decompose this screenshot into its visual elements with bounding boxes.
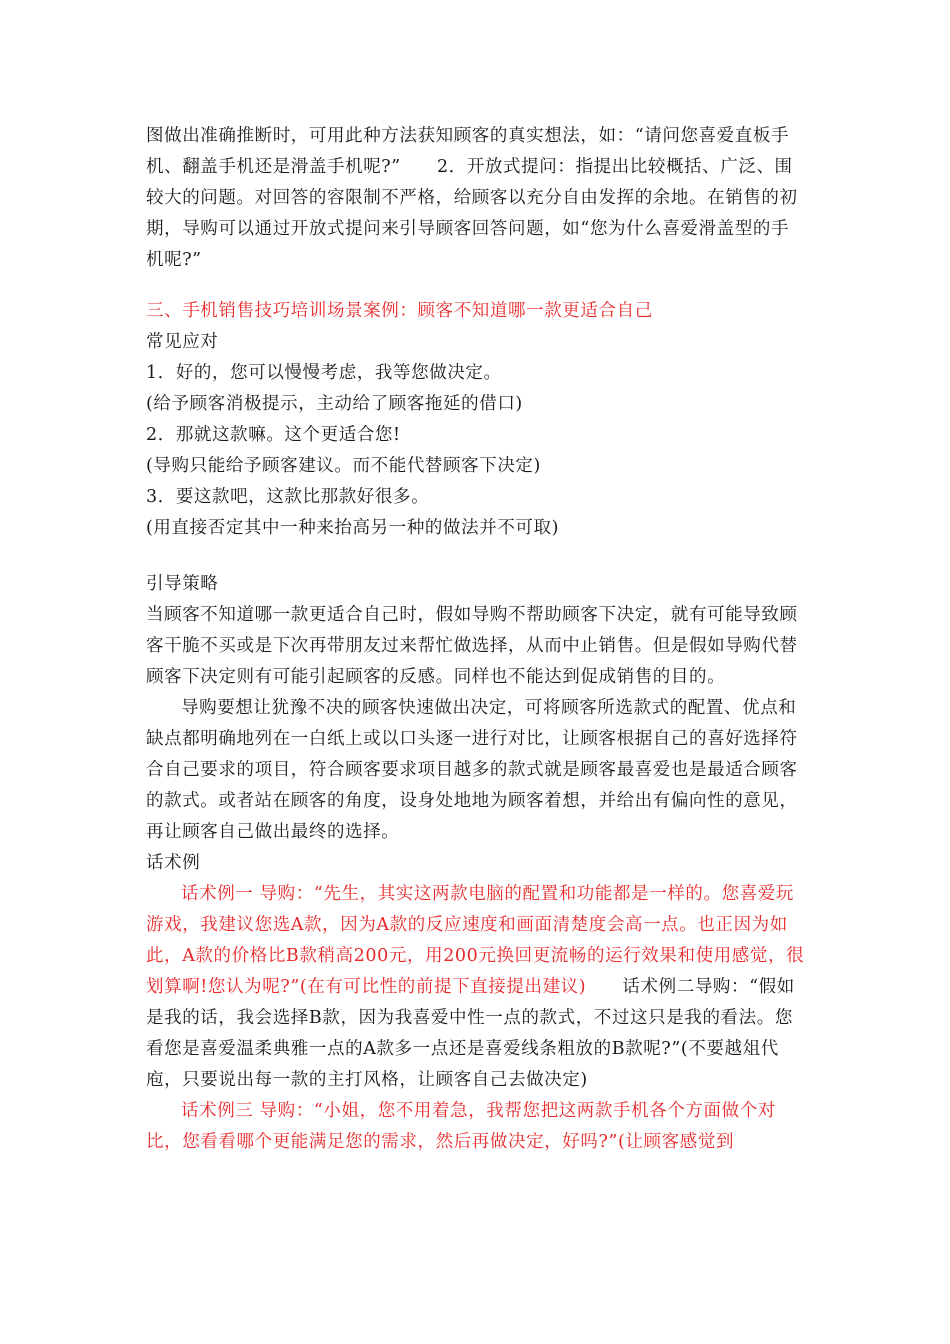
section-heading: 三、手机销售技巧培训场景案例：顾客不知道哪一款更适合自己 — [146, 301, 653, 321]
strategy-title: 引导策略 — [146, 574, 219, 594]
common-responses-title: 常见应对 — [146, 332, 219, 352]
strategy-paragraph-2: 导购要想让犹豫不决的顾客快速做出决定，可将顾客所选款式的配置、优点和缺点都明确地列在一白纸上或以口头逐一进行对比，让顾客根据自己的喜好选择符合自己要求的项目，符合顾客要求项目越多的款式就是顾客最喜爱也是最适合顾客的款式。或者站在顾客的角度，设身处地地为顾客着想，并给出有偏向性的意见，再让顾客自己做出最终的选择。 — [146, 698, 798, 842]
list-item: (导购只能给予顾客建议。而不能代替顾客下决定) — [146, 456, 541, 476]
script-examples-title: 话术例 — [146, 853, 201, 873]
list-item: (用直接否定其中一种来抬高另一种的做法并不可取) — [146, 518, 560, 538]
script-example-3: 话术例三 导购：“小姐，您不用着急，我帮您把这两款手机各个方面做个对比，您看看哪个更能满足您的需求，然后再做决定，好吗?”(让顾客感觉到 — [146, 1101, 776, 1152]
list-item: 2．那就这款嘛。这个更适合您! — [146, 425, 401, 445]
script-example-2: 话术例二导购：“假如是我的话，我会选择B款，因为我喜爱中性一点的款式，不过这只是我的看法。您看您是喜爱温柔典雅一点的A款多一点还是喜爱线条粗放的B款呢?”(不要越俎代庖，只要说出每一款的主打风格，让顾客自己去做决定) — [146, 977, 795, 1090]
strategy-paragraph-1: 当顾客不知道哪一款更适合自己时，假如导购不帮助顾客下决定，就有可能导致顾客干脆不买或是下次再带朋友过来帮忙做选择，从而中止销售。但是假如导购代替顾客下决定则有可能引起顾客的反感。同样也不能达到促成销售的目的。 — [146, 605, 798, 687]
script-examples-paragraph — [146, 879, 806, 1096]
list-item: (给予顾客消极提示，主动给了顾客拖延的借口) — [146, 394, 523, 414]
script-example-1: 话术例一 导购：“先生，其实这两款电脑的配置和功能都是一样的。您喜爱玩游戏，我建议您选A款，因为A款的反应速度和画面清楚度会高一点。也正因为如此，A款的价格比B款稍高200元，用200元换回更流畅的运行效果和使用感觉，很划算啊!您认为呢?”(在有可比性的前提下直接提出建议) — [146, 884, 805, 997]
list-item: 3．要这款吧，这款比那款好很多。 — [146, 487, 430, 507]
document-page — [146, 121, 806, 1158]
intro-paragraph: 图做出准确推断时，可用此种方法获知顾客的真实想法，如：“请问您喜爱直板手机、翻盖手机还是滑盖手机呢?” 2．开放式提问：指提出比较概括、广泛、围较大的问题。对回答的容限制不严格，给顾客以充分自由发挥的余地。在销售的初期，导购可以通过开放式提问来引导顾客回答问题，如“您为什么喜爱滑盖型的手机呢?” — [146, 126, 798, 270]
list-item: 1．好的，您可以慢慢考虑，我等您做决定。 — [146, 363, 502, 383]
common-responses-list — [146, 358, 806, 544]
